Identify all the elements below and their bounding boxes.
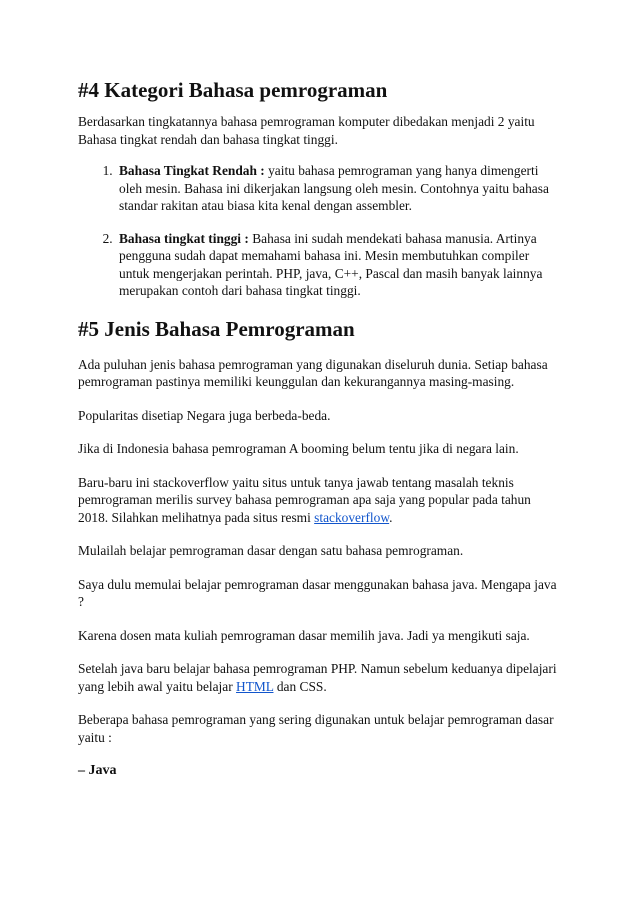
desc-tingkat-rendah: yaitu bahasa pemrograman yang hanya dimengerti oleh mesin. Bahasa ini dikerjakan langsung oleh mesin. Contohnya yaitu bahasa standar rakitan atau biasa kita kenal dengan assembler. bbox=[119, 163, 549, 213]
term-tingkat-rendah: Bahasa Tingkat Rendah : bbox=[119, 163, 265, 178]
paragraph-beberapa: Beberapa bahasa pemrograman yang sering digunakan untuk belajar pemrograman dasar yaitu : bbox=[78, 712, 554, 745]
paragraph-php-html bbox=[78, 660, 560, 695]
stackoverflow-text: Baru-baru ini stackoverflow yaitu situs untuk tanya jawab tentang masalah teknis pemrograman merilis survey bahasa pemrograman apa saja yang popular pada tahun 2018. Silahkan melihatnya pada situs resmi bbox=[78, 474, 531, 525]
section-heading-kategori: #4 Kategori Bahasa pemrograman bbox=[78, 78, 388, 102]
stackoverflow-link[interactable]: stackoverflow bbox=[314, 509, 390, 525]
list-item-tingkat-rendah bbox=[116, 162, 560, 215]
paragraph-stackoverflow bbox=[78, 474, 560, 527]
paragraph-popularitas: Popularitas disetiap Negara juga berbeda-beda. bbox=[78, 407, 331, 423]
list-item-tingkat-tinggi bbox=[116, 230, 560, 300]
paragraph-mulailah: Mulailah belajar pemrograman dasar dengan satu bahasa pemrograman. bbox=[78, 543, 464, 558]
paragraph-booming: Jika di Indonesia bahasa pemrograman A booming belum tentu jika di negara lain. bbox=[78, 441, 519, 456]
subheading-java: – Java bbox=[78, 763, 117, 778]
paragraph-memulai-java: Saya dulu memulai belajar pemrograman dasar menggunakan bahasa java. Mengapa java ? bbox=[78, 576, 557, 609]
section-heading-jenis: #5 Jenis Bahasa Pemrograman bbox=[78, 316, 355, 341]
php-text: Setelah java baru belajar bahasa pemrograman PHP. Namun sebelum keduanya dipelajari yang lebih awal yaitu belajar bbox=[78, 661, 557, 694]
html-link[interactable]: HTML bbox=[236, 678, 274, 694]
paragraph-puluhan-jenis: Ada puluhan jenis bahasa pemrograman yang digunakan diseluruh dunia. Setiap bahasa pemrograman pastinya memiliki keunggulan dan kekurangannya masing-masing. bbox=[78, 356, 548, 389]
stackoverflow-period: . bbox=[389, 509, 393, 525]
desc-tingkat-tinggi: Bahasa ini sudah mendekati bahasa manusia. Artinya pengguna sudah dapat memahami bahasa ini. Mesin membutuhkan compiler untuk mengerjakan perintah. PHP, java, C++, Pascal dan masih banyak lainnya merupakan contoh dari bahasa tingkat tinggi. bbox=[119, 230, 543, 298]
kategori-list bbox=[78, 162, 560, 300]
term-tingkat-tinggi: Bahasa tingkat tinggi : bbox=[119, 230, 249, 246]
css-text: dan CSS. bbox=[273, 678, 327, 694]
paragraph-dosen: Karena dosen mata kuliah pemrograman dasar memilih java. Jadi ya mengikuti saja. bbox=[78, 627, 530, 643]
kategori-intro: Berdasarkan tingkatannya bahasa pemrograman komputer dibedakan menjadi 2 yaitu Bahasa tingkat rendah dan bahasa tingkat tinggi. bbox=[78, 114, 535, 147]
